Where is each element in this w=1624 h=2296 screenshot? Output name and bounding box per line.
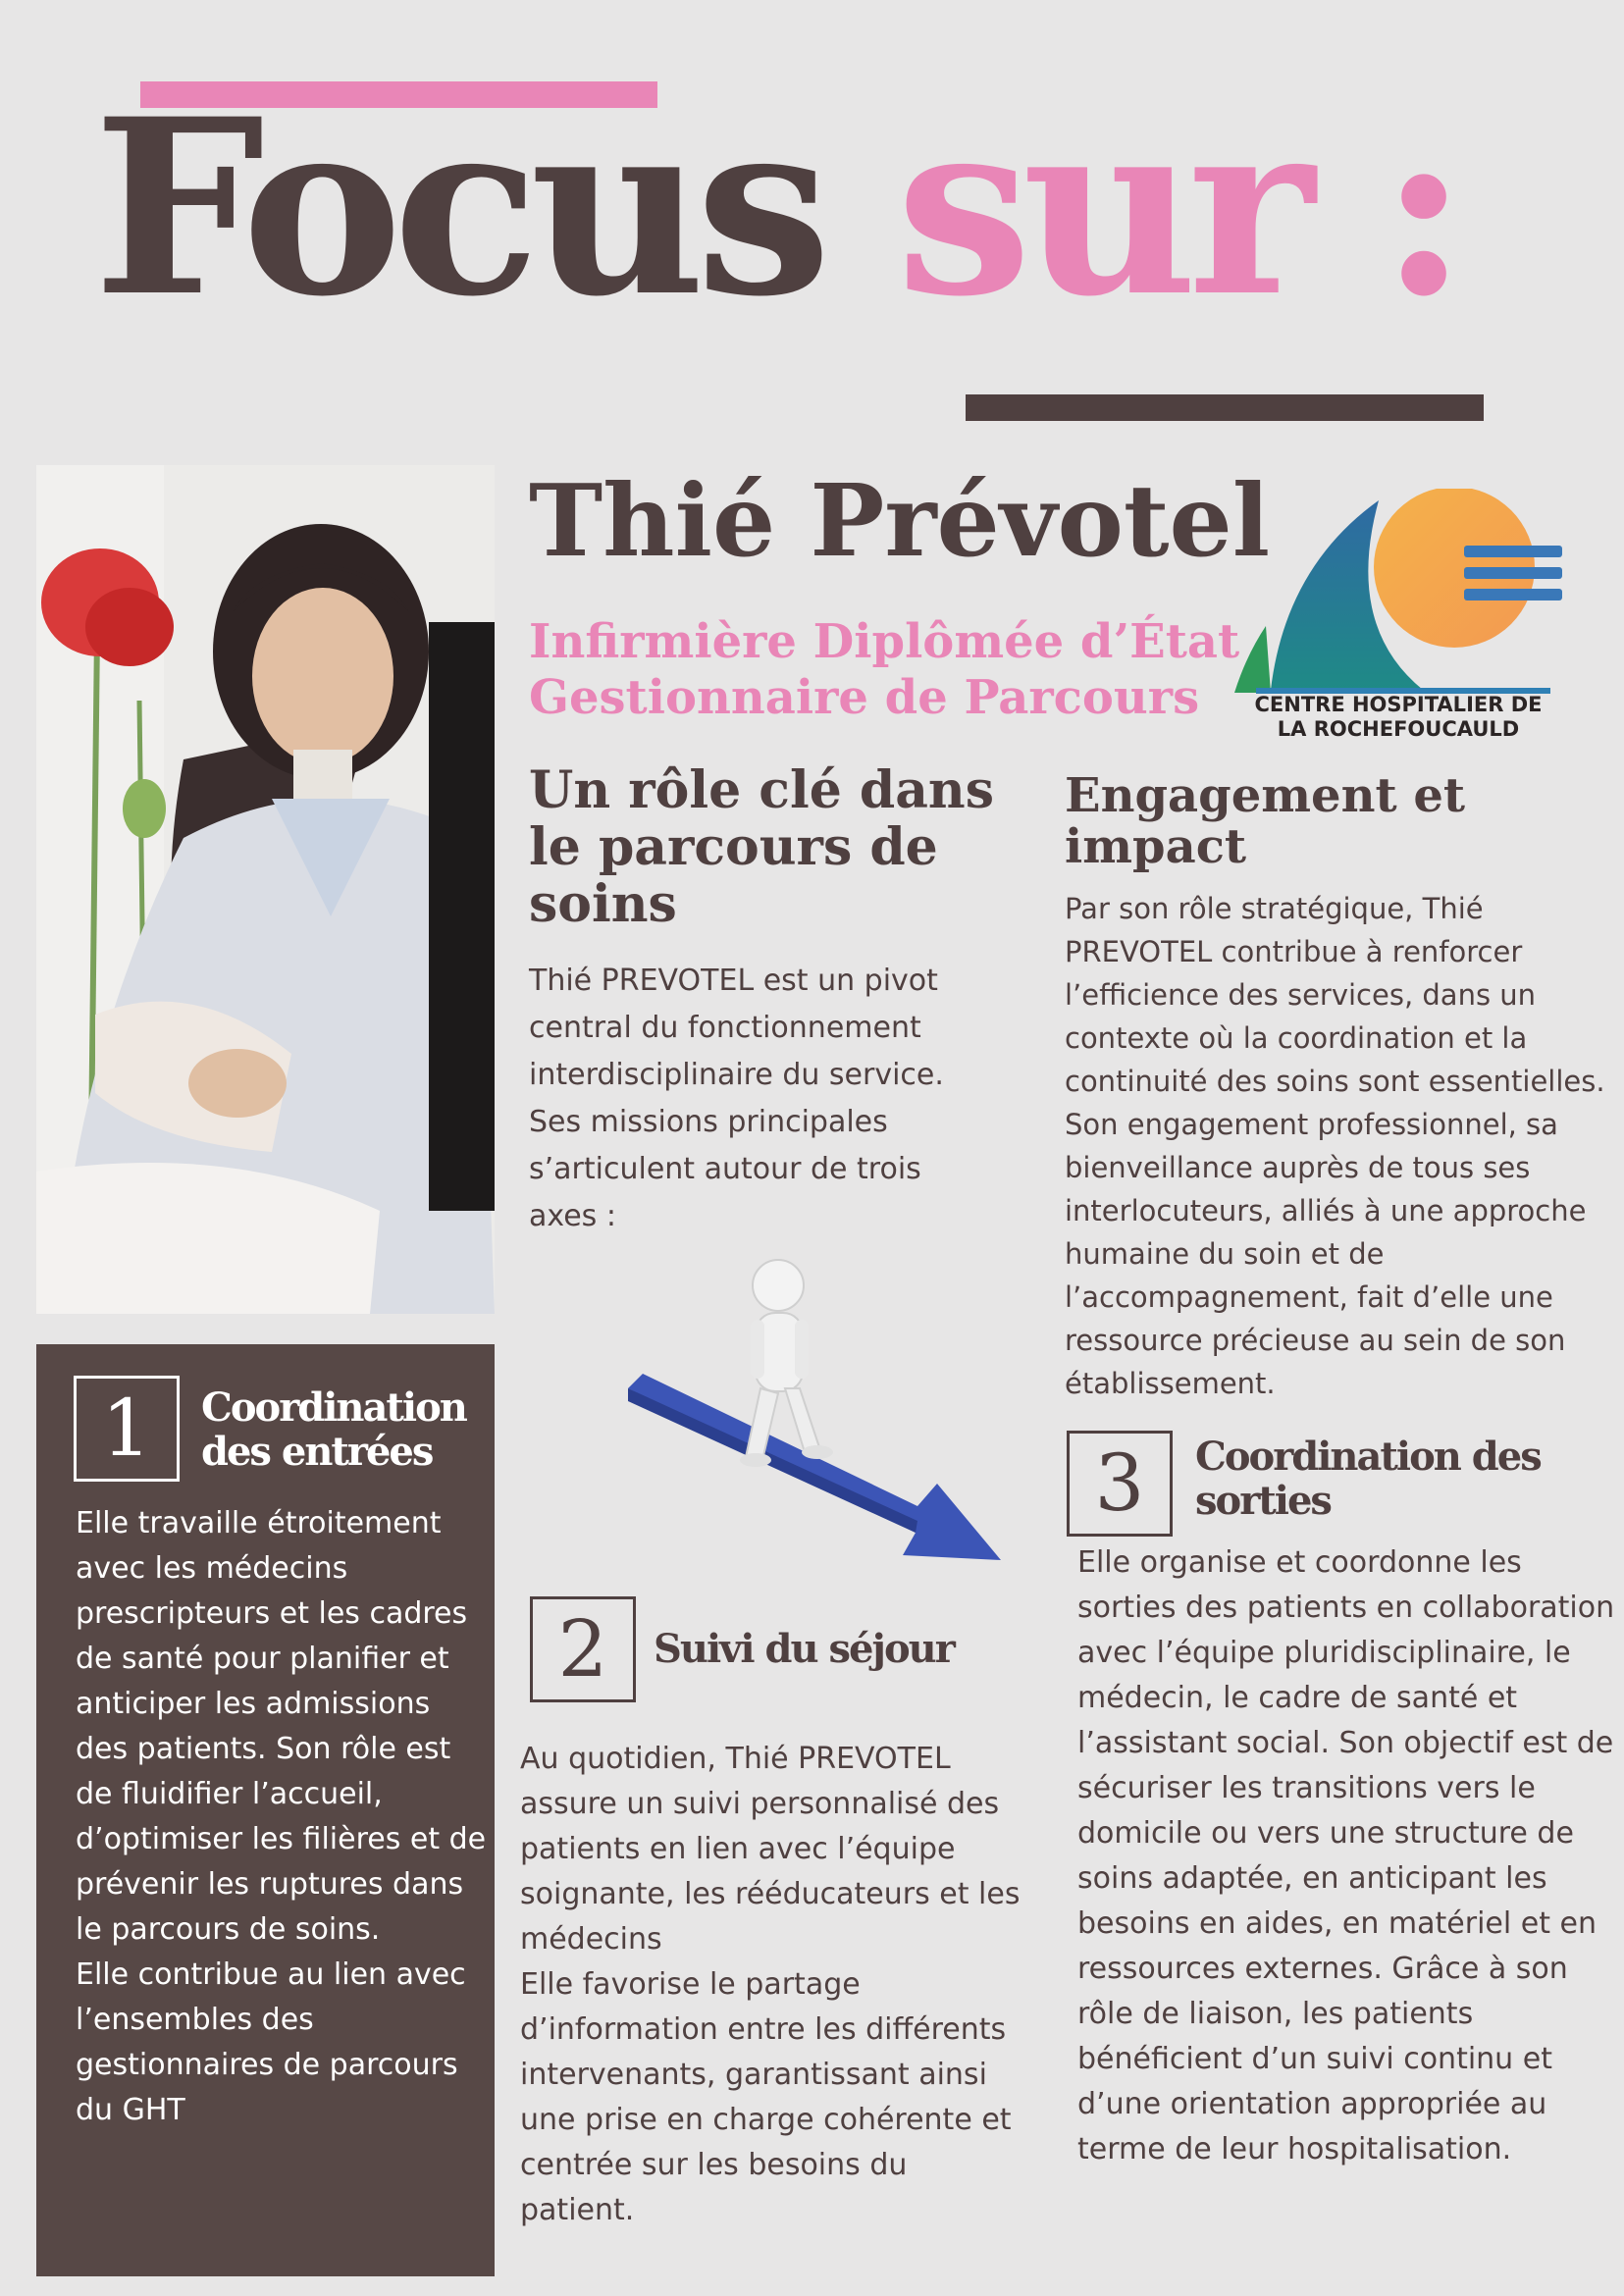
person-name: Thié Prévotel bbox=[529, 462, 1271, 579]
intro-heading bbox=[529, 762, 994, 933]
role-line-1: Infirmière Diplômée d’État bbox=[529, 614, 1240, 669]
engagement-heading-line-2: impact bbox=[1065, 819, 1247, 874]
logo-line-1: CENTRE HOSPITALIER DE bbox=[1254, 693, 1543, 716]
intro-heading-line-2: le parcours de bbox=[529, 817, 938, 877]
section-3-text: Elle organise et coordonne les sorties des patients en collaboration avec l’équipe pluridisciplinaire, le médecin, le cadre de santé et l’assistant social. Son objectif est de sécuriser les transitions vers le domicile ou vers une structure de soins adaptée, en anticipant les besoins en aides, en matériel et en ressources externes. Grâce à son rôle de liaison, les patients bénéficient d’un suivi continu et d’une orientation appropriée au terme de leur hospitalisation. bbox=[1077, 1545, 1615, 2166]
logo-line-2: LA ROCHEFOUCAULD bbox=[1277, 717, 1520, 741]
person-role bbox=[529, 614, 1239, 726]
section-1-label-line-1: Coordination bbox=[201, 1384, 466, 1431]
section-2-number: 2 bbox=[530, 1596, 636, 1702]
section-3-label-line-2: sorties bbox=[1195, 1478, 1331, 1524]
engagement-paragraph: Par son rôle stratégique, Thié PREVOTEL contribue à renforcer l’efficience des services, dans un contexte où la coordination et la continuité des soins sont essentielles. Son engagement professionnel, sa bienveillance auprès de tous ses interlocuteurs, alliés à une approche humaine du soin et de l’accompagnement, fait d’elle une ressource précieuse au sein de son établissement. bbox=[1065, 892, 1605, 1400]
section-2-paragraph-1: Au quotidien, Thié PREVOTEL assure un suivi personnalisé des patients en lien avec l’équipe soignante, les rééducateurs et les médecins bbox=[520, 1742, 1021, 1957]
engagement-heading bbox=[1065, 770, 1465, 872]
intro-paragraph: Thié PREVOTEL est un pivot central du fonctionnement interdisciplinaire du service. Ses missions principales s’articulent autour de trois axes : bbox=[529, 964, 944, 1233]
section-1-label-line-2: des entrées bbox=[201, 1429, 433, 1475]
page-title bbox=[93, 67, 1459, 350]
section-1-label bbox=[201, 1385, 466, 1474]
intro-heading-line-3: soins bbox=[529, 874, 677, 934]
section-1-text bbox=[76, 1501, 488, 2133]
walking-figure-arrow-illustration bbox=[623, 1256, 1006, 1580]
title-word-focus: Focus bbox=[93, 67, 822, 350]
role-line-2: Gestionnaire de Parcours bbox=[529, 670, 1200, 725]
header-brown-bar bbox=[966, 394, 1484, 421]
engagement-heading-line-1: Engagement et bbox=[1065, 768, 1466, 823]
intro-heading-line-1: Un rôle clé dans bbox=[529, 760, 995, 820]
section-2-label: Suivi du séjour bbox=[654, 1626, 954, 1672]
section-1-paragraph-2: Elle contribue au lien avec l’ensembles des gestionnaires de parcours du GHT bbox=[76, 1957, 466, 2127]
section-2-text bbox=[520, 1737, 1030, 2233]
section-2-paragraph-2: Elle favorise le partage d’information entre les différents intervenants, garantissant ainsi une prise en charge cohérente et centrée sur les besoins du patient. bbox=[520, 1967, 1012, 2227]
section-1-number: 1 bbox=[74, 1376, 180, 1482]
portrait-photo bbox=[36, 465, 495, 1314]
logo-caption bbox=[1231, 693, 1565, 742]
section-3-label bbox=[1195, 1435, 1541, 1523]
title-word-sur: sur : bbox=[896, 67, 1459, 350]
section-3-number: 3 bbox=[1067, 1431, 1173, 1537]
section-3-label-line-1: Coordination des bbox=[1195, 1434, 1541, 1480]
section-1-paragraph-1: Elle travaille étroitement avec les médecins prescripteurs et les cadres de santé pour planifier et anticiper les admissions des patients. Son rôle est de fluidifier l’accueil, d’optimiser les filières et de prévenir les ruptures dans le parcours de soins. bbox=[76, 1506, 487, 1947]
